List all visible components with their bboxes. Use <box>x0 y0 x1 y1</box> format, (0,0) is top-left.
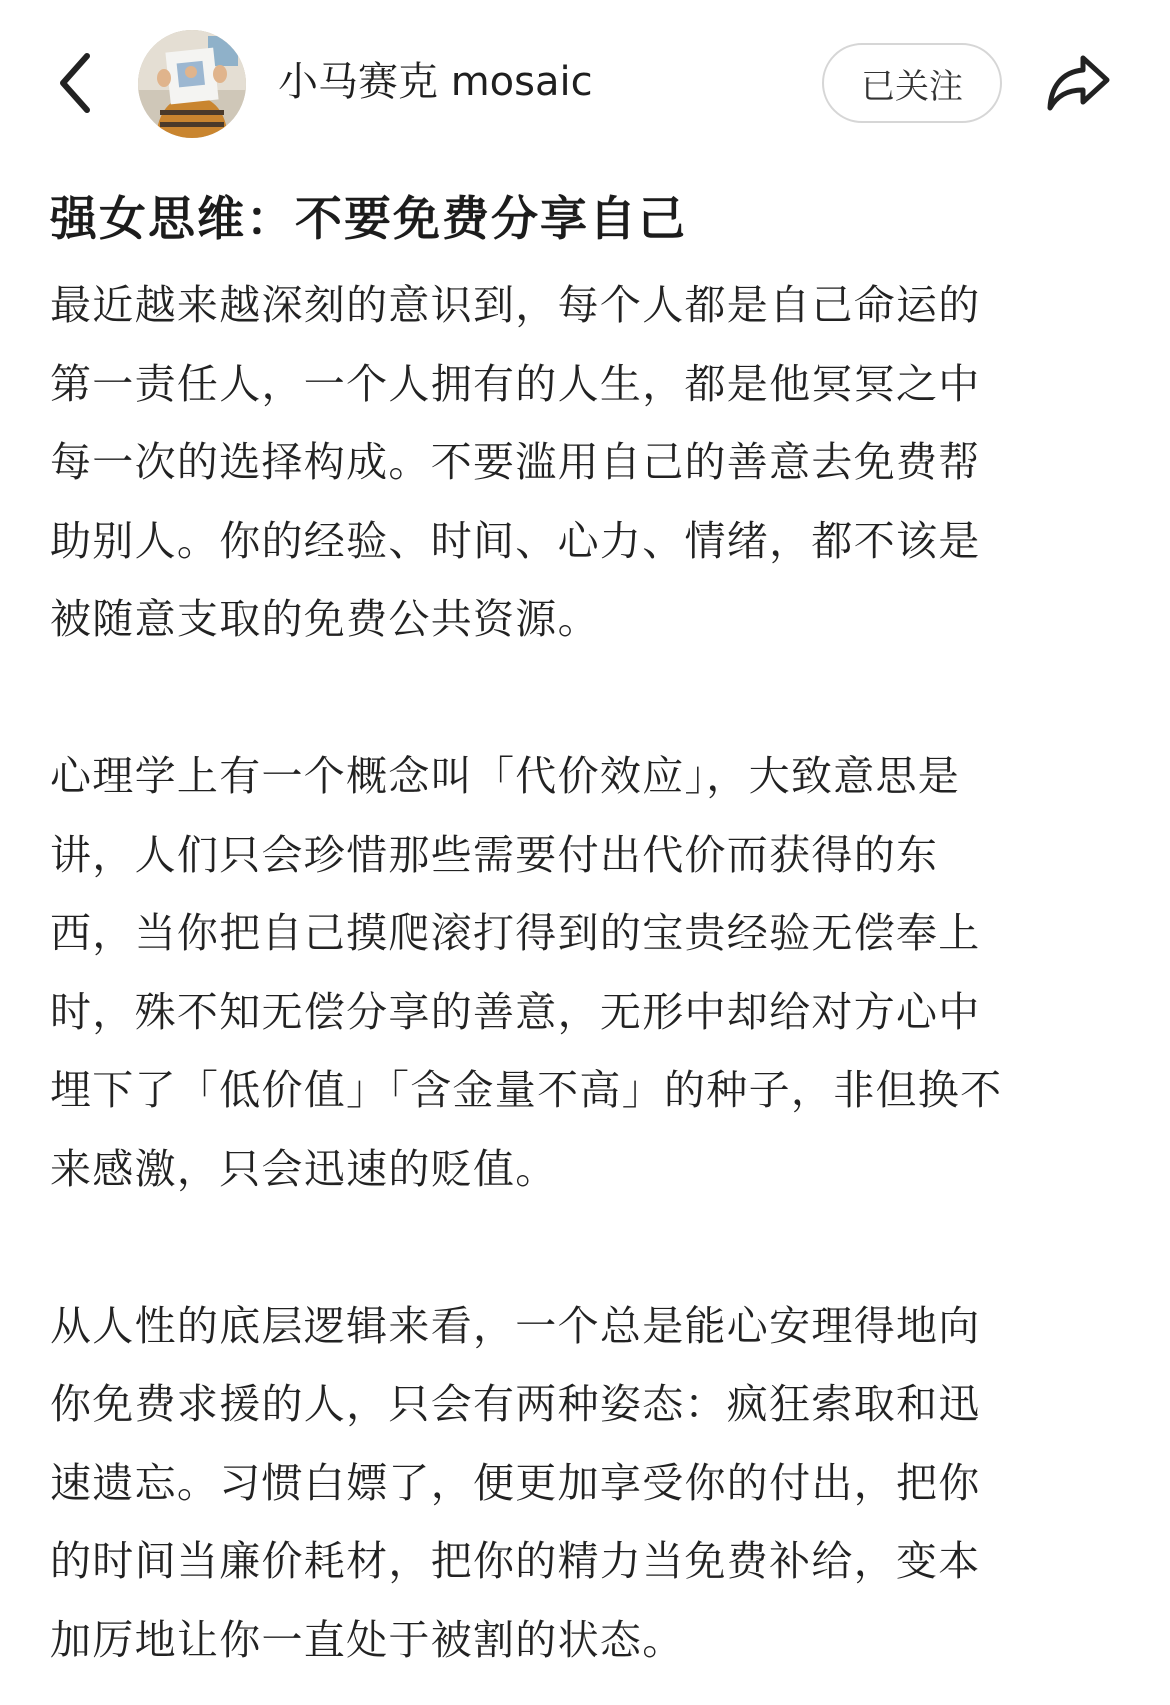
post-title: 强女思维：不要免费分享自己 <box>50 192 687 247</box>
paragraph-spacer <box>50 659 1130 738</box>
avatar-image <box>138 30 246 138</box>
text-line: 时，殊不知无偿分享的善意，无形中却给对方心中 <box>50 987 981 1036</box>
text-line: 的时间当廉价耗材，把你的精力当免费补给，变本 <box>50 1537 981 1585</box>
text-line: 西，当你把自己摸爬滚打得到的宝贵经验无偿奉上 <box>50 909 981 957</box>
text-line: 讲，人们只会珍惜那些需要付出代价而获得的东 <box>50 830 939 879</box>
chevron-left-icon <box>53 48 97 118</box>
text-line: 最近越来越深刻的意识到，每个人都是自己命运的 <box>50 281 981 329</box>
paragraph-spacer <box>50 1208 1130 1287</box>
author-avatar[interactable] <box>138 30 246 138</box>
share-button[interactable] <box>1040 44 1116 120</box>
text-line: 每一次的选择构成。不要滥用自己的善意去免费帮 <box>50 438 981 486</box>
back-button[interactable] <box>40 48 110 118</box>
text-line: 被随意支取的免费公共资源。 <box>50 595 600 643</box>
text-line: 加厉地让你一直处于被割的状态。 <box>50 1615 685 1664</box>
author-name[interactable]: 小马赛克 mosaic <box>278 59 593 105</box>
text-line: 心理学上有一个概念叫「代价效应」，大致意思是 <box>50 752 961 800</box>
text-line: 第一责任人，一个人拥有的人生，都是他冥冥之中 <box>50 359 981 408</box>
share-icon <box>1045 52 1111 112</box>
post-content <box>50 180 1130 1679</box>
text-line: 从人性的底层逻辑来看，一个总是能心安理得地向 <box>50 1301 981 1350</box>
top-bar <box>0 0 1170 170</box>
text-line: 速遗忘。习惯白嫖了，便更加享受你的付出，把你 <box>50 1458 981 1507</box>
post-body <box>50 266 1130 1679</box>
text-line: 你免费求援的人，只会有两种姿态：疯狂索取和迅 <box>50 1380 981 1428</box>
text-line: 埋下了「低价值」「含金量不高」的种子，非但换不 <box>50 1066 1003 1114</box>
text-line: 助别人。你的经验、时间、心力、情绪，都不该是 <box>50 516 981 565</box>
paragraph <box>50 266 1130 659</box>
paragraph <box>50 1287 1130 1680</box>
follow-button[interactable]: 已关注 <box>822 43 1002 123</box>
paragraph <box>50 737 1130 1208</box>
text-line: 来感激，只会迅速的贬值。 <box>50 1144 558 1193</box>
